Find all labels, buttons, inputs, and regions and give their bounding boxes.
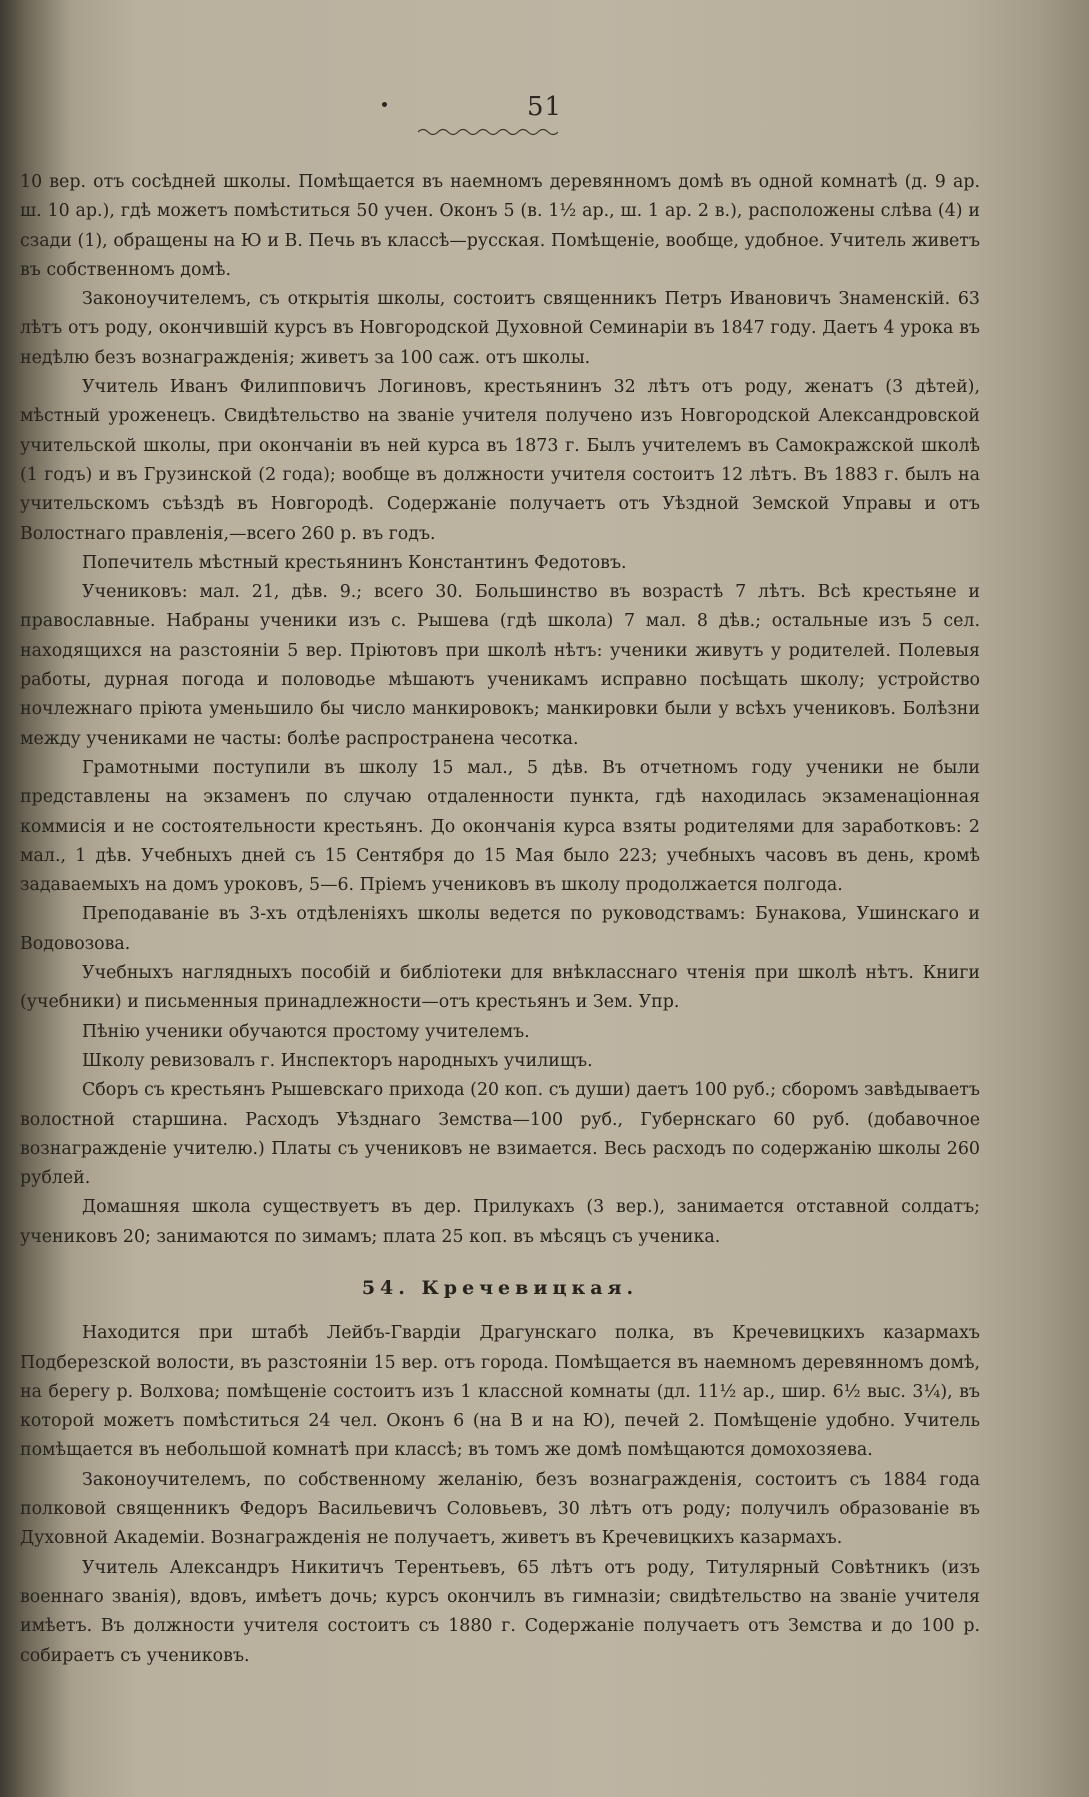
section-54-title: 54. Кречевицкая. — [361, 1276, 639, 1299]
paragraph: Сборъ съ крестьянъ Рышевскаго прихода (20 коп. съ души) даетъ 100 руб.; сборомъ завѣдываетъ волостной старшина. Расходъ Уѣзднаго Земства—100 руб., Губернскаго 60 руб. (добавочное вознагражденіе учителю.) Платы съ учениковъ не взимается. Весь расходъ по содержанію школы 260 рублей. — [20, 1080, 980, 1189]
page-number: 51 — [526, 92, 563, 122]
paragraph: Пѣнію ученики обучаются простому учителемъ. — [82, 1021, 530, 1042]
paragraph: Домашняя школа существуетъ въ дер. Прилукахъ (3 вер.), занимается отставной солдатъ; учениковъ 20; занимаются по зимамъ; плата 25 коп. въ мѣсяцъ съ ученика. — [20, 1197, 980, 1247]
section-53-body — [20, 168, 980, 1671]
paragraph: Учитель Александръ Никитичъ Терентьевъ, 65 лѣтъ отъ роду, Титулярный Совѣтникъ (изъ военнаго званія), вдовъ, имѣетъ дочь; курсъ окончилъ въ гимназіи; свидѣтельство на званіе учителя имѣетъ. Въ должности учителя состоитъ съ 1880 г. Содержаніе получаетъ отъ Земства и до 100 р. собираетъ съ учениковъ. — [20, 1557, 980, 1666]
paragraph: 10 вер. отъ сосѣдней школы. Помѣщается въ наемномъ деревянномъ домѣ въ одной комнатѣ (д. 9 ар. ш. 10 ар.), гдѣ можетъ помѣститься 50 учен. Оконъ 5 (в. 1½ ар., ш. 1 ар. 2 в.), расположены слѣва (4) и сзади (1), обращены на Ю и В. Печь въ классѣ—русская. Помѣщеніе, вообще, удобное. Учитель живетъ въ собственномъ домѣ. — [20, 172, 980, 280]
paragraph: Учебныхъ наглядныхъ пособій и библіотеки для внѣкласснаго чтенія при школѣ нѣтъ. Книги (учебники) и письменныя принадлежности—отъ крестьянъ и Зем. Упр. — [20, 963, 980, 1013]
paragraph: Находится при штабѣ Лейбъ-Гвардіи Драгунскаго полка, въ Кречевицкихъ казармахъ Подберезской волости, въ разстояніи 15 вер. отъ города. Помѣщается въ наемномъ деревянномъ домѣ, на берегу р. Волхова; помѣщеніе состоитъ изъ 1 классной комнаты (дл. 11½ ар., шир. 6½ выс. 3¼), въ которой можетъ помѣститься 24 чел. Оконъ 6 (на В и на Ю), печей 2. Помѣщеніе удобно. Учитель помѣщается въ небольшой комнатѣ при классѣ; въ томъ же домѣ помѣщаются домохозяева. — [20, 1323, 980, 1461]
wavy-rule-ornament — [418, 126, 558, 138]
paragraph: Попечитель мѣстный крестьянинъ Константинъ Федотовъ. — [82, 552, 627, 573]
paragraph: Грамотными поступили въ школу 15 мал., 5 дѣв. Въ отчетномъ году ученики не были представлены на экзаменъ по случаю отдаленности пункта, гдѣ находилась экзаменаціонная коммисія и не состоятельности крестьянъ. До окончанія курса взяты родителями для заработковъ: 2 мал., 1 дѣв. Учебныхъ дней съ 15 Сентября до 15 Мая было 223; учебныхъ часовъ въ день, кромѣ задаваемыхъ на домъ уроковъ, 5—6. Пріемъ учениковъ въ школу продолжается полгода. — [20, 757, 980, 896]
page-header — [0, 92, 1089, 122]
paragraph: Учитель Иванъ Филипповичъ Логиновъ, крестьянинъ 32 лѣтъ отъ роду, женатъ (3 дѣтей), мѣстный уроженецъ. Свидѣтельство на званіе учителя получено изъ Новгородской Александровской учительской школы, при окончаніи въ ней курса въ 1873 г. Былъ учителемъ въ Самокражской школѣ (1 годъ) и въ Грузинской (2 года); вообще въ должности учителя состоитъ 12 лѣтъ. Въ 1883 г. былъ на учительскомъ съѣздѣ въ Новгородѣ. Содержаніе получаетъ отъ Уѣздной Земской Управы и отъ Волостнаго правленія,—всего 260 р. въ годъ. — [20, 377, 980, 544]
paragraph: Школу ревизовалъ г. Инспекторъ народныхъ училищъ. — [82, 1050, 593, 1071]
paragraph: Преподаваніе въ 3-хъ отдѣленіяхъ школы ведется по руководствамъ: Бунакова, Ушинскаго и Водовозова. — [20, 904, 980, 954]
paragraph: Законоучителемъ, съ открытія школы, состоитъ священникъ Петръ Ивановичъ Знаменскій. 63 лѣтъ отъ роду, окончившій курсъ въ Новгородской Духовной Семинаріи въ 1847 году. Даетъ 4 урока въ недѣлю безъ вознагражденія; живетъ за 100 саж. отъ школы. — [20, 289, 980, 368]
paragraph: Законоучителемъ, по собственному желанію, безъ вознагражденія, состоитъ съ 1884 года полковой священникъ Федоръ Васильевичъ Соловьевъ, 30 лѣтъ отъ роду; получилъ образованіе въ Духовной Академіи. Вознагражденія не получаетъ, живетъ въ Кречевицкихъ казармахъ. — [20, 1469, 980, 1549]
paragraph: Учениковъ: мал. 21, дѣв. 9.; всего 30. Большинство въ возрастѣ 7 лѣтъ. Всѣ крестьяне и православные. Набраны ученики изъ с. Рышева (гдѣ школа) 7 мал. 8 дѣв.; остальные изъ 5 сел. находящихся на разстояніи 5 вер. Пріютовъ при школѣ нѣтъ: ученики живутъ у родителей. Полевыя работы, дурная погода и половодье мѣшаютъ ученикамъ исправно посѣщать школу; устройство ночлежнаго пріюта уменьшило бы число манкировокъ; манкировки были у всѣхъ учениковъ. Болѣзни между учениками не часты: болѣе распространена чесотка. — [20, 582, 980, 749]
